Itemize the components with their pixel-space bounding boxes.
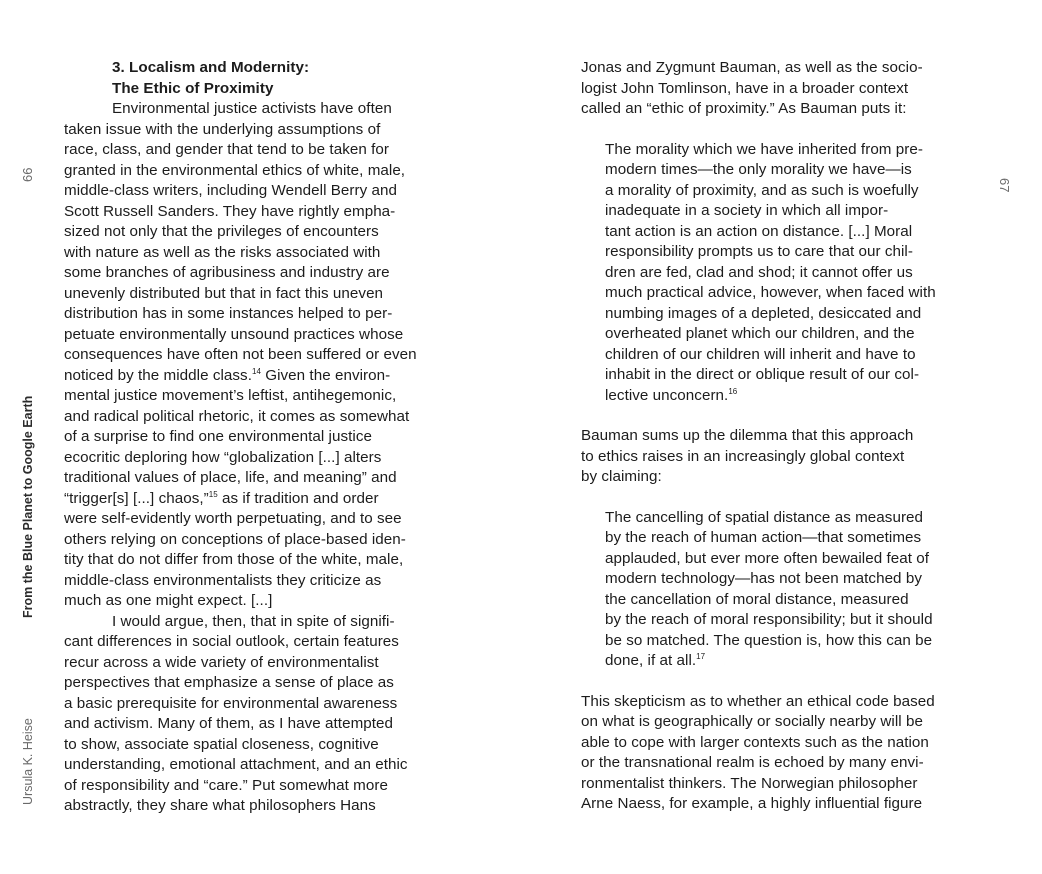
right-quote-line: The cancelling of spatial distance as measured (605, 508, 924, 526)
right-quote-line: numbing images of a depleted, desiccated and (605, 304, 922, 322)
left-text-line: middle-class environmentalists they criticize as (64, 571, 382, 589)
left-text-line: distribution has in some instances helped to per- (64, 305, 393, 322)
section-heading-line-1: 3. Localism and Modernity: (112, 59, 310, 76)
left-text-line: some branches of agribusiness and industry are (64, 264, 390, 281)
left-text-line: understanding, emotional attachment, and an ethic (64, 756, 408, 773)
right-text-line: Arne Naess, for example, a highly influential figure (581, 795, 923, 812)
left-page-number: 66 (20, 167, 35, 182)
left-body-text (64, 99, 474, 817)
running-head-title: From the Blue Planet to Google Earth (21, 395, 35, 618)
left-text-line: Scott Russell Sanders. They have rightly empha- (64, 202, 396, 220)
right-text-line: logist John Tomlinson, have in a broader context (581, 79, 909, 97)
right-quote-line: much practical advice, however, when faced with (605, 284, 936, 301)
left-text-line: recur across a wide variety of environmentalist (64, 653, 379, 671)
left-text-line: with nature as well as the risks associated with (64, 243, 381, 261)
left-text-line: petuate environmentally unsound practices whose (64, 325, 404, 343)
right-paragraph-gap (581, 672, 991, 692)
footnote-marker: 14 (251, 366, 261, 376)
right-paragraph-gap (581, 406, 991, 426)
left-text-line: sized not only that the privileges of encounters (64, 223, 379, 240)
left-text-line: much as one might expect. [...] (64, 592, 273, 609)
right-paragraph-gap (581, 120, 991, 140)
left-text-line: of a surprise to find one environmental justice (64, 428, 372, 445)
right-text-line: on what is geographically or socially nearby will be (581, 713, 923, 730)
left-text-line: and radical political rhetoric, it comes as somewhat (64, 407, 410, 425)
left-text-line: middle-class writers, including Wendell Berry and (64, 182, 398, 199)
right-text-line: by claiming: (581, 468, 662, 485)
right-quote-line: lective unconcern.$^{16}$ (605, 386, 738, 404)
right-quote-line: the cancellation of moral distance, measured (605, 590, 909, 608)
right-quote-line: be so matched. The question is, how this can be (605, 631, 933, 649)
left-text-line: a basic prerequisite for environmental awareness (64, 694, 398, 712)
right-paragraph-gap (581, 488, 991, 508)
left-text-line: consequences have often not been suffered or even (64, 346, 417, 363)
left-text-line: tity that do not differ from those of the white, male, (64, 551, 404, 568)
left-text-line: noticed by the middle class.$^{14}$ Given the environ- (64, 366, 391, 384)
right-text-line: or the transnational realm is echoed by many envi- (581, 754, 924, 771)
right-body-text (581, 58, 991, 815)
left-text-line: were self-evidently worth perpetuating, and to see (64, 510, 402, 527)
right-quote-line: applauded, but ever more often bewailed feat of (605, 549, 930, 567)
right-quote-line: modern technology—has not been matched by (605, 570, 922, 587)
left-text-line: race, class, and gender that tend to be taken for (64, 141, 389, 158)
right-text-line: Bauman sums up the dilemma that this approach (581, 427, 914, 444)
right-text-line: to ethics raises in an increasingly global context (581, 447, 905, 465)
right-quote-line: inadequate in a society in which all impor- (605, 202, 889, 219)
left-text-line: ecocritic deploring how “globalization [...] alters (64, 448, 382, 466)
left-text-line: cant differences in social outlook, certain features (64, 633, 399, 650)
right-page-column (581, 58, 991, 815)
right-quote-line: overheated planet which our children, and the (605, 325, 915, 342)
right-quote-line: inhabit in the direct or oblique result of our col- (605, 366, 920, 383)
left-text-line: I would argue, then, that in spite of signifi- (112, 612, 395, 630)
right-text-line: ronmentalist thinkers. The Norwegian philosopher (581, 774, 918, 792)
left-text-line: unevenly distributed but that in fact this uneven (64, 284, 384, 302)
right-text-line: This skepticism as to whether an ethical code based (581, 692, 935, 710)
section-heading-line-2: The Ethic of Proximity (112, 79, 274, 97)
running-head-author: Ursula K. Heise (21, 718, 35, 805)
footnote-marker: 16 (728, 386, 738, 396)
left-text-line: perspectives that emphasize a sense of place as (64, 674, 394, 691)
left-text-line: to show, associate spatial closeness, cognitive (64, 735, 379, 753)
right-text-line: called an “ethic of proximity.” As Bauman puts it: (581, 100, 907, 117)
left-text-line: taken issue with the underlying assumptions of (64, 120, 381, 138)
footnote-marker: 15 (208, 489, 218, 499)
right-quote-line: by the reach of moral responsibility; but it should (605, 611, 933, 628)
right-quote-line: modern times—the only morality we have—is (605, 161, 912, 178)
footnote-marker: 17 (696, 651, 706, 661)
left-text-line: Environmental justice activists have often (112, 100, 392, 117)
left-text-line: granted in the environmental ethics of white, male, (64, 161, 406, 179)
right-quote-line: a morality of proximity, and as such is woefully (605, 181, 919, 199)
right-quote-line: children of our children will inherit and have to (605, 345, 916, 363)
right-quote-line: responsibility prompts us to care that our chil- (605, 243, 913, 260)
left-text-line: of responsibility and “care.” Put somewhat more (64, 776, 388, 794)
left-text-line: and activism. Many of them, as I have attempted (64, 715, 394, 732)
right-text-line: Jonas and Zygmunt Bauman, as well as the socio- (581, 59, 923, 76)
left-text-line: others relying on conceptions of place-based iden- (64, 530, 406, 548)
right-quote-line: by the reach of human action—that sometimes (605, 529, 922, 546)
right-quote-line: The morality which we have inherited from pre- (605, 140, 923, 158)
right-text-line: able to cope with larger contexts such as the nation (581, 733, 929, 751)
right-quote-line: dren are fed, clad and shod; it cannot offer us (605, 263, 913, 281)
right-page-number: 67 (997, 178, 1012, 193)
left-page-column (64, 58, 474, 817)
left-text-line: mental justice movement’s leftist, antihegemonic, (64, 387, 397, 404)
left-text-line: traditional values of place, life, and meaning” and (64, 469, 397, 486)
left-text-line: “trigger[s] [...] chaos,”$^{15}$ as if tradition and order (64, 489, 379, 507)
right-quote-line: tant action is an action on distance. [...] Moral (605, 222, 913, 240)
right-quote-line: done, if at all.$^{17}$ (605, 651, 706, 669)
left-text-line: abstractly, they share what philosophers Hans (64, 797, 376, 814)
